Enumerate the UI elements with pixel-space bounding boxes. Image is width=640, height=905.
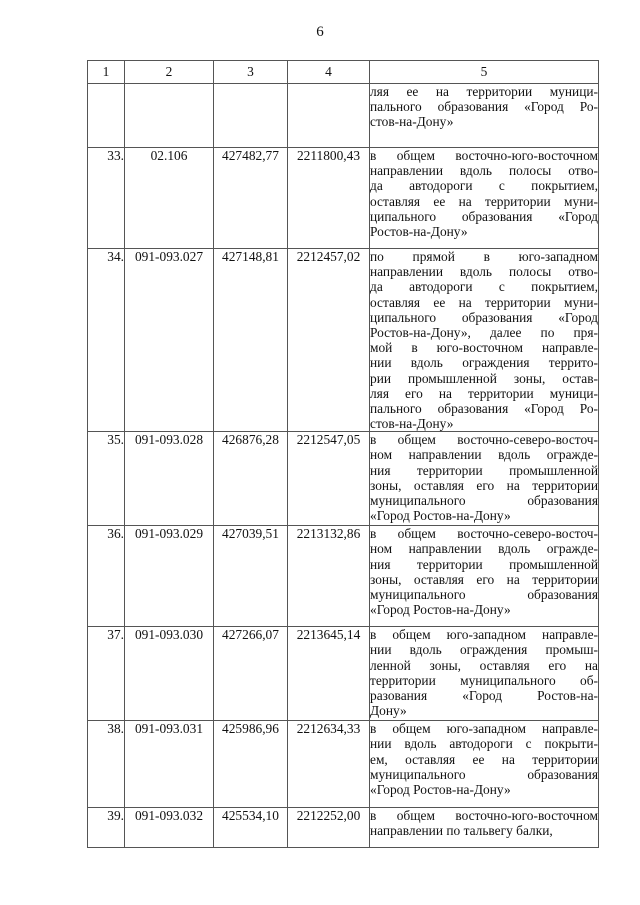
- column-header-3: 3: [214, 61, 288, 84]
- description-line: нии вдоль ограждения террито-: [370, 355, 598, 371]
- description-line: разования «Город Ростов-на-: [370, 688, 598, 703]
- row-number-cell: 39.: [88, 808, 125, 848]
- description-line: в общем восточно-юго-восточном: [370, 148, 598, 163]
- column-header-2: 2: [125, 61, 214, 84]
- description-line: пального образования «Город Ро-: [370, 99, 598, 115]
- description-line: в общем юго-западном направле-: [370, 627, 598, 643]
- description-line: ном направлении вдоль огражде-: [370, 447, 598, 463]
- description-line: да автодороги с покрытием,: [370, 279, 598, 295]
- y-coordinate-cell: 2213645,14: [288, 627, 370, 721]
- point-code-cell: 091-093.032: [125, 808, 214, 848]
- description-cell: [370, 148, 599, 249]
- description-line: Дону»: [370, 703, 407, 719]
- description-line: в общем восточно-северо-восточ-: [370, 526, 598, 542]
- description-line: оставляя ее на территории муни-: [370, 193, 598, 209]
- point-code-cell: 091-093.028: [125, 432, 214, 526]
- x-coordinate-cell: 427039,51: [214, 526, 288, 627]
- description-line: в общем юго-западном направле-: [370, 721, 598, 737]
- description-line: ципального образования «Город: [370, 309, 598, 325]
- y-coordinate-cell: 2212457,02: [288, 249, 370, 432]
- y-coordinate-cell: 2212252,00: [288, 808, 370, 848]
- y-coordinate-cell: [288, 84, 370, 148]
- x-coordinate-cell: [214, 84, 288, 148]
- description-line: Ростов-на-Дону»: [370, 223, 468, 239]
- table-header: [88, 61, 599, 84]
- column-header-4: 4: [288, 61, 370, 84]
- point-code-cell: 091-093.029: [125, 526, 214, 627]
- description-line: муниципального образования: [370, 493, 598, 508]
- row-number-cell: 36.: [88, 526, 125, 627]
- description-line: «Город Ростов-на-Дону»: [370, 508, 511, 524]
- description-line: пального образования «Город Ро-: [370, 400, 598, 416]
- description-line: территории муниципального об-: [370, 672, 598, 688]
- description-cell: [370, 808, 599, 848]
- point-code-cell: 091-093.027: [125, 249, 214, 432]
- point-code-cell: [125, 84, 214, 148]
- description-line: ленной зоны, оставляя его на: [370, 657, 598, 673]
- y-coordinate-cell: 2212547,05: [288, 432, 370, 526]
- x-coordinate-cell: 427482,77: [214, 148, 288, 249]
- description-cell: [370, 627, 599, 721]
- description-line: зоны, оставляя его на территории: [370, 477, 598, 493]
- description-line: «Город Ростов-на-Дону»: [370, 602, 511, 618]
- table-row: [88, 432, 599, 526]
- row-number-cell: [88, 84, 125, 148]
- description-cell: [370, 526, 599, 627]
- page-number: 6: [316, 24, 324, 40]
- description-line: ляя его на территории муници-: [370, 385, 598, 401]
- description-line: рии промышленной зоны, остав-: [370, 370, 598, 386]
- y-coordinate-cell: 2213132,86: [288, 526, 370, 627]
- description-line: ния территории промышленной: [370, 462, 598, 478]
- description-line: стов-на-Дону»: [370, 416, 454, 432]
- description-line: по прямой в юго-западном: [370, 249, 598, 264]
- point-code-cell: 091-093.031: [125, 721, 214, 808]
- description-line: зоны, оставляя его на территории: [370, 571, 598, 587]
- description-line: да автодороги с покрытием,: [370, 178, 598, 194]
- description-line: оставляя ее на территории муни-: [370, 294, 598, 310]
- header-row: [88, 61, 599, 84]
- point-code-cell: 091-093.030: [125, 627, 214, 721]
- column-header-5: 5: [370, 61, 599, 84]
- table-row: [88, 721, 599, 808]
- table-body: [88, 84, 599, 848]
- y-coordinate-cell: 2211800,43: [288, 148, 370, 249]
- description-line: ном направлении вдоль огражде-: [370, 541, 598, 557]
- description-line: в общем восточно-юго-восточном: [370, 808, 598, 824]
- row-number-cell: 35.: [88, 432, 125, 526]
- description-line: ляя ее на территории муници-: [370, 84, 598, 99]
- x-coordinate-cell: 427266,07: [214, 627, 288, 721]
- row-number-cell: 34.: [88, 249, 125, 432]
- point-code-cell: 02.106: [125, 148, 214, 249]
- description-cell: [370, 721, 599, 808]
- description-line: нии вдоль автодороги с покрыти-: [370, 736, 598, 752]
- description-cell: [370, 249, 599, 432]
- table-row: [88, 84, 599, 148]
- row-number-cell: 37.: [88, 627, 125, 721]
- description-line: ния территории промышленной: [370, 556, 598, 572]
- description-line: муниципального образования: [370, 587, 598, 602]
- description-line: Ростов-на-Дону», далее по пря-: [370, 324, 598, 340]
- table-row: [88, 526, 599, 627]
- description-line: нии вдоль ограждения промыш-: [370, 642, 598, 658]
- description-line: муниципального образования: [370, 766, 598, 782]
- table-row: [88, 627, 599, 721]
- description-line: направлении по тальвегу балки,: [370, 823, 553, 839]
- x-coordinate-cell: 425986,96: [214, 721, 288, 808]
- description-line: «Город Ростов-на-Дону»: [370, 782, 511, 797]
- y-coordinate-cell: 2212634,33: [288, 721, 370, 808]
- description-line: стов-на-Дону»: [370, 114, 454, 130]
- description-line: ципального образования «Город: [370, 208, 598, 224]
- description-cell: [370, 432, 599, 526]
- description-line: в общем восточно-северо-восточ-: [370, 432, 598, 448]
- boundary-table: [87, 60, 599, 848]
- row-number-cell: 38.: [88, 721, 125, 808]
- table-row: [88, 148, 599, 249]
- description-line: мой в юго-восточном направле-: [370, 340, 598, 356]
- description-line: ем, оставляя ее на территории: [370, 751, 598, 767]
- column-header-1: 1: [88, 61, 125, 84]
- x-coordinate-cell: 425534,10: [214, 808, 288, 848]
- x-coordinate-cell: 426876,28: [214, 432, 288, 526]
- table-row: [88, 808, 599, 848]
- description-line: направлении вдоль полосы отво-: [370, 264, 598, 280]
- table-row: [88, 249, 599, 432]
- x-coordinate-cell: 427148,81: [214, 249, 288, 432]
- description-line: направлении вдоль полосы отво-: [370, 163, 598, 179]
- description-cell: [370, 84, 599, 148]
- row-number-cell: 33.: [88, 148, 125, 249]
